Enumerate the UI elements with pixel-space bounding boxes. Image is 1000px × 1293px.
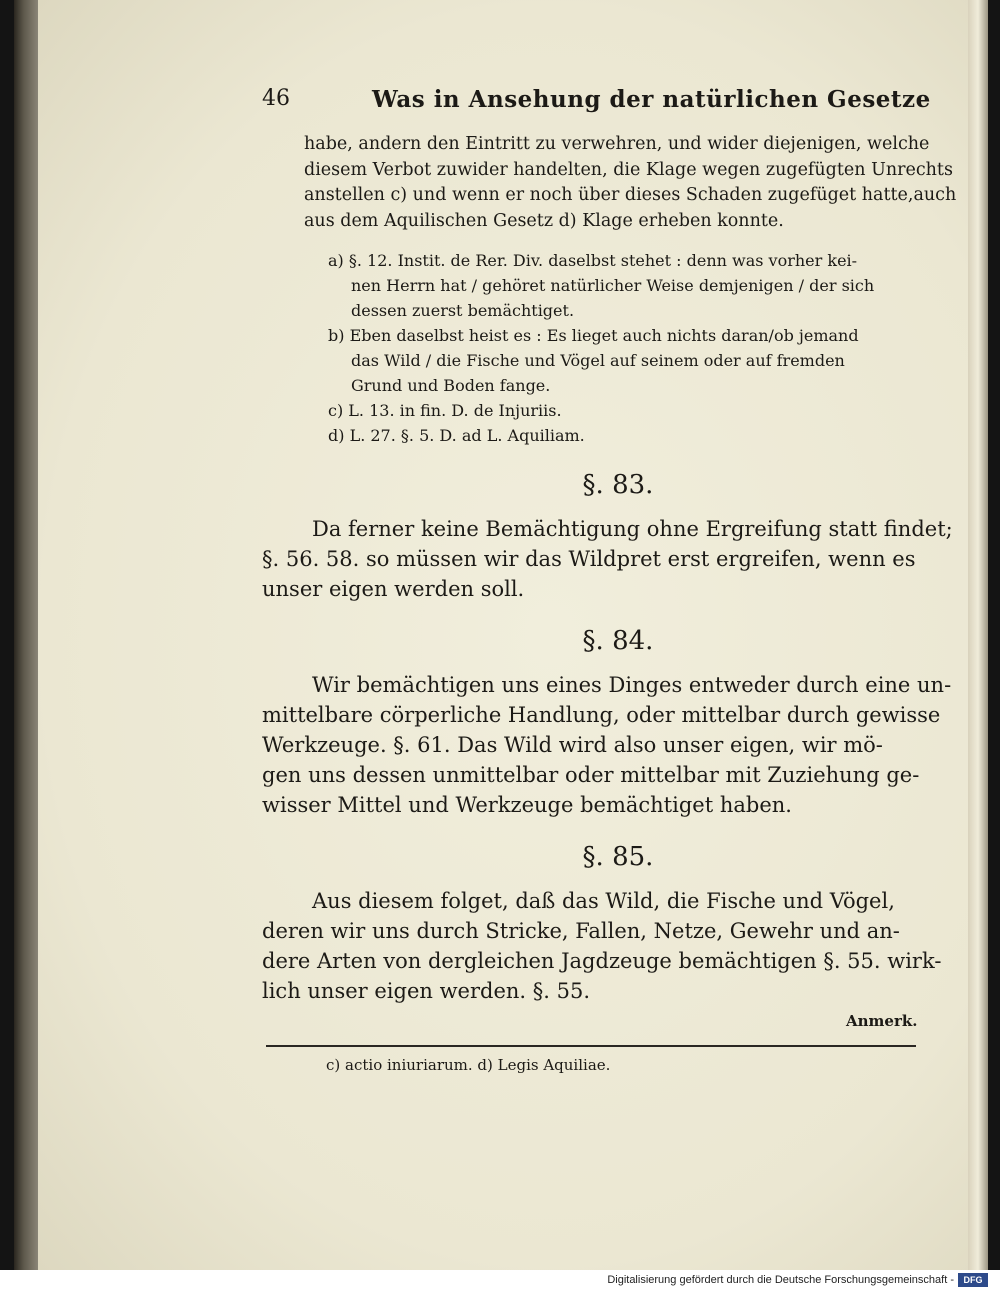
note-a — [328, 248, 934, 323]
text-line: wisser Mittel und Werkzeuge bemächtiget haben. — [262, 793, 792, 817]
text-line: gen uns dessen unmittelbar oder mittelbar mit Zuziehung ge- — [262, 763, 920, 787]
text-line: dere Arten von dergleichen Jagdzeuge bemächtigen §. 55. wirk- — [262, 949, 942, 973]
text-line: deren wir uns durch Stricke, Fallen, Netze, Gewehr und an- — [262, 919, 900, 943]
section-heading: §. 84. — [582, 626, 654, 656]
note-line: nen Herrn hat / gehöret natürlicher Weise demjenigen / der sich — [351, 276, 875, 295]
section-paragraph — [262, 886, 942, 1006]
section-85 — [262, 842, 942, 1006]
text-line: habe, andern den Eintritt zu verwehren, und wider diejenigen, welche — [304, 134, 930, 154]
notes-block — [328, 248, 934, 448]
page-content — [262, 86, 957, 1006]
note-c — [328, 398, 934, 423]
catchword: Anmerk. — [846, 1012, 918, 1030]
section-84 — [262, 626, 952, 820]
text-line: unser eigen werden soll. — [262, 577, 525, 601]
text-line: mittelbare cörperliche Handlung, oder mittelbar durch gewisse — [262, 703, 941, 727]
dfg-logo-icon: DFG — [958, 1273, 988, 1287]
section-paragraph — [262, 514, 953, 604]
running-title: Was in Ansehung der natürlichen Gesetze — [372, 86, 931, 113]
footnote: c) actio iniuriarum. d) Legis Aquiliae. — [326, 1056, 611, 1074]
text-line: Wir bemächtigen uns eines Dinges entweder durch eine un- — [312, 673, 952, 697]
note-line: Grund und Boden fange. — [351, 376, 551, 395]
text-line: aus dem Aquilischen Gesetz d) Klage erheben konnte. — [304, 210, 784, 231]
footer-credit: Digitalisierung gefördert durch die Deutsche Forschungsgemeinschaft - — [607, 1274, 954, 1286]
page-header — [262, 86, 934, 126]
section-83 — [262, 470, 953, 604]
text-line: diesem Verbot zuwider handelten, die Klage wegen zugefügten Unrechts — [304, 159, 953, 180]
note-line: dessen zuerst bemächtiget. — [351, 301, 575, 320]
continuation-paragraph — [304, 132, 957, 234]
text-line: anstellen c) und wenn er noch über dieses Schaden zugefüget hatte,auch — [304, 185, 957, 205]
text-line: Da ferner keine Bemächtigung ohne Ergreifung statt findet; — [312, 517, 953, 541]
note-d — [328, 423, 934, 448]
note-line: b) Eben daselbst heist es : Es lieget auch nichts daran/ob jemand — [328, 326, 859, 345]
text-line: §. 56. 58. so müssen wir das Wildpret erst ergreifen, wenn es — [262, 547, 916, 571]
note-line: das Wild / die Fische und Vögel auf seinem oder auf fremden — [351, 351, 845, 370]
note-line: d) L. 27. §. 5. D. ad L. Aquiliam. — [328, 426, 585, 445]
footnote-rule — [266, 1045, 916, 1047]
note-line: c) L. 13. in fin. D. de Injuriis. — [328, 401, 562, 420]
text-line: Werkzeuge. §. 61. Das Wild wird also unser eigen, wir mö- — [262, 733, 883, 757]
text-line: lich unser eigen werden. §. 55. — [262, 979, 591, 1003]
text-line: Aus diesem folget, daß das Wild, die Fische und Vögel, — [312, 889, 895, 913]
page-number: 46 — [262, 86, 290, 111]
section-heading: §. 83. — [582, 470, 654, 500]
note-b — [328, 323, 934, 398]
digitization-footer — [0, 1270, 1000, 1293]
section-heading: §. 85. — [582, 842, 654, 872]
book-gutter — [14, 0, 38, 1270]
page-edge — [968, 0, 988, 1270]
section-paragraph — [262, 670, 952, 820]
note-line: a) §. 12. Instit. de Rer. Div. daselbst stehet : denn was vorher kei- — [328, 251, 858, 270]
